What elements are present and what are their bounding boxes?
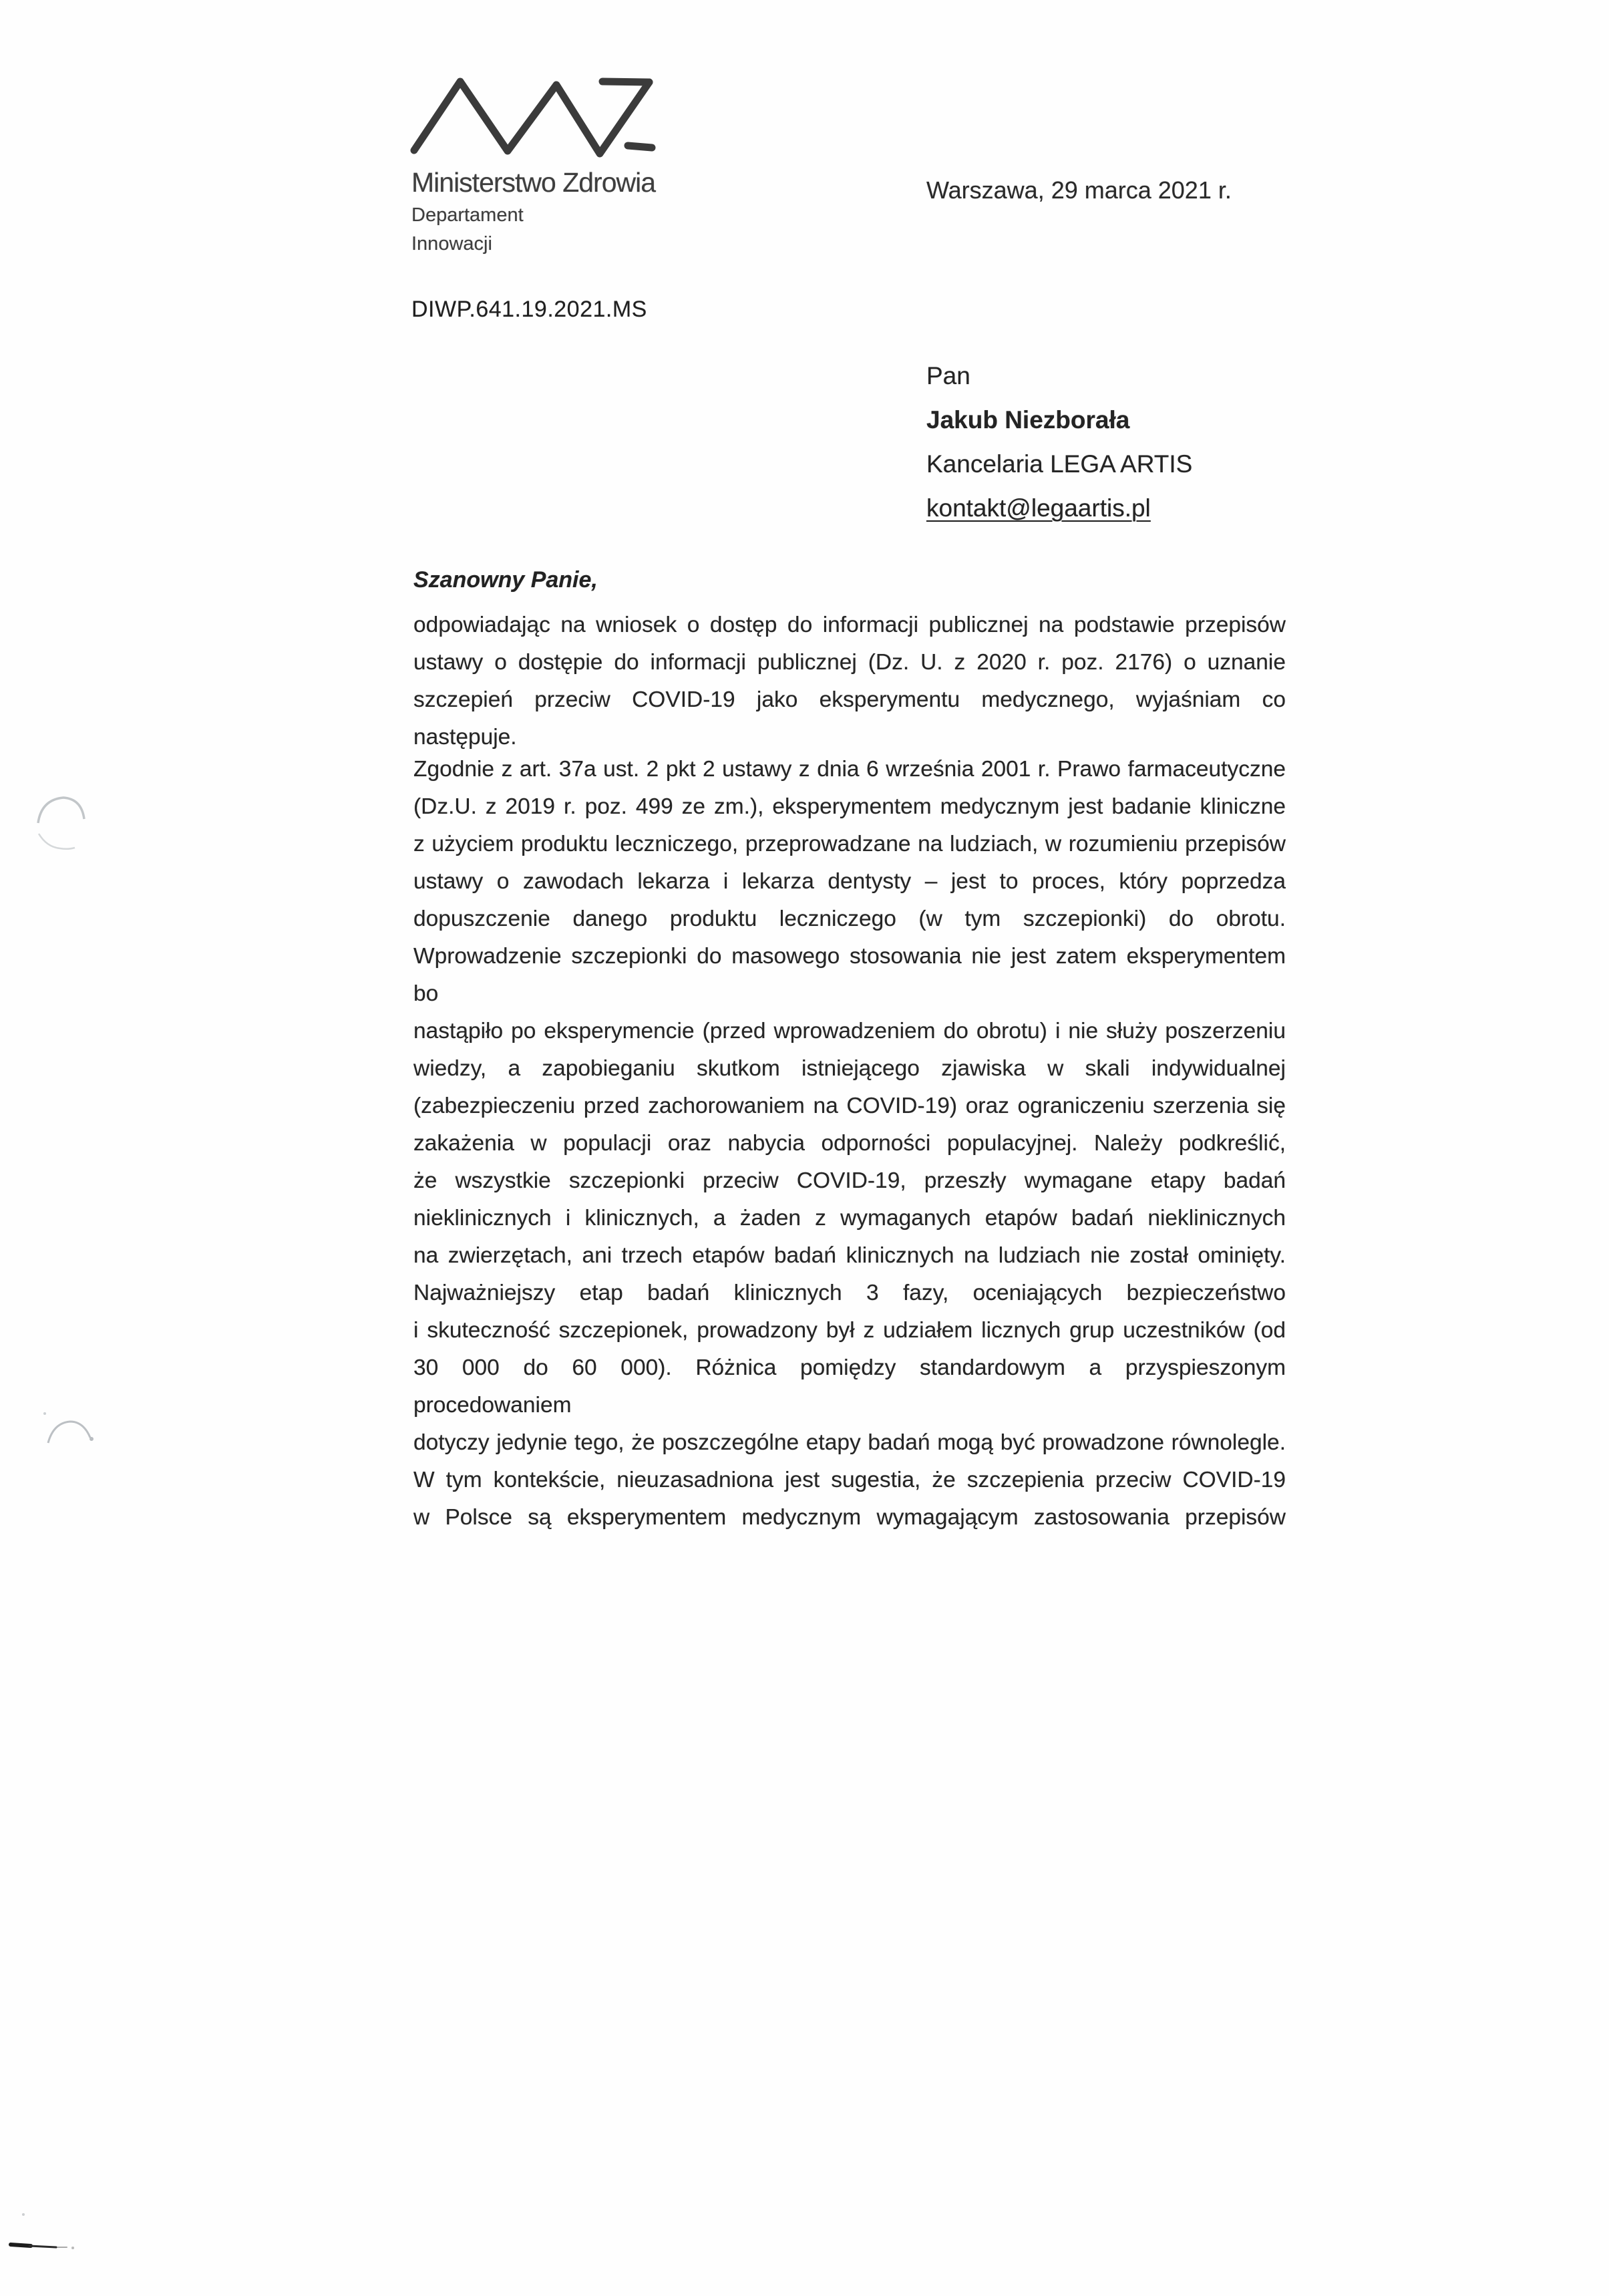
text-line: Wprowadzenie szczepionki do masowego stosowania nie jest zatem eksperymentem bo	[413, 944, 1286, 1006]
letter-paragraph-legal	[413, 751, 1286, 1536]
scan-artifact-arc-lower	[40, 1410, 100, 1450]
text-line: z użyciem produktu leczniczego, przeprowadzane na ludziach, w rozumieniu przepisów	[413, 832, 1286, 856]
letter-greeting: Szanowny Panie,	[413, 567, 598, 593]
text-line: w Polsce są eksperymentem medycznym wymagającym zastosowania przepisów	[413, 1505, 1286, 1530]
dateline: Warszawa, 29 marca 2021 r.	[926, 176, 1232, 204]
text-line: Najważniejszy etap badań klinicznych 3 fazy, oceniających bezpieczeństwo	[413, 1281, 1286, 1305]
recipient-name: Jakub Niezborała	[926, 406, 1130, 434]
recipient-salutation: Pan	[926, 362, 970, 389]
text-line: na zwierzętach, ani trzech etapów badań klinicznych na ludziach nie został ominięty.	[413, 1243, 1286, 1268]
text-line: (Dz.U. z 2019 r. poz. 499 ze zm.), eksperymentem medycznym jest badanie kliniczne	[413, 794, 1286, 819]
text-line: nastąpiło po eksperymencie (przed wprowadzeniem do obrotu) i nie służy poszerzeniu	[413, 1019, 1286, 1043]
text-line: W tym kontekście, nieuzasadniona jest sugestia, że szczepienia przeciw COVID-19	[413, 1468, 1286, 1492]
reference-number: DIWP.641.19.2021.MS	[411, 297, 647, 322]
scan-smudge-line	[8, 2239, 81, 2253]
text-line: że wszystkie szczepionki przeciw COVID-19, przeszły wymagane etapy badań	[413, 1168, 1286, 1193]
letter-paragraph-intro	[413, 607, 1286, 756]
text-line: 30 000 do 60 000). Różnica pomiędzy standardowym a przyspieszonym procedowaniem	[413, 1355, 1286, 1418]
text-line: szczepień przeciw COVID-19 jako eksperymentu medycznego, wyjaśniam co następuje.	[413, 687, 1286, 750]
text-line: dotyczy jedynie tego, że poszczególne etapy badań mogą być prowadzone równolegle.	[413, 1430, 1286, 1455]
text-line: dopuszczenie danego produktu leczniczego (w tym szczepionki) do obrotu.	[413, 907, 1286, 931]
text-line: (zabezpieczeniu przed zachorowaniem na COVID-19) oraz ograniczeniu szerzenia się	[413, 1094, 1286, 1118]
text-line: ustawy o zawodach lekarza i lekarza dentysty – jest to proces, który poprzedza	[413, 869, 1286, 894]
scan-speck	[22, 2213, 25, 2216]
scan-artifact-arc-upper	[33, 792, 94, 858]
text-line: ustawy o dostępie do informacji publicznej (Dz. U. z 2020 r. poz. 2176) o uznanie	[413, 650, 1286, 675]
recipient-company: Kancelaria LEGA ARTIS	[926, 450, 1193, 478]
org-dept-line2: Innowacji	[411, 233, 492, 255]
text-line: odpowiadając na wniosek o dostęp do informacji publicznej na podstawie przepisów	[413, 613, 1286, 637]
org-dept-line1: Departament	[411, 204, 524, 226]
recipient-email: kontakt@legaartis.pl	[926, 494, 1151, 522]
ministry-of-health-logo-icon	[407, 73, 661, 160]
text-line: zakażenia w populacji oraz nabycia odporności populacyjnej. Należy podkreślić,	[413, 1131, 1286, 1156]
text-line: Zgodnie z art. 37a ust. 2 pkt 2 ustawy z dnia 6 września 2001 r. Prawo farmaceutyczne	[413, 757, 1286, 782]
text-line: wiedzy, a zapobieganiu skutkom istniejącego zjawiska w skali indywidualnej	[413, 1056, 1286, 1081]
text-line: i skuteczność szczepionek, prowadzony był z udziałem licznych grup uczestników (od	[413, 1318, 1286, 1343]
org-name: Ministerstwo Zdrowia	[411, 167, 656, 198]
text-line: nieklinicznych i klinicznych, a żaden z wymaganych etapów badań nieklinicznych	[413, 1206, 1286, 1231]
